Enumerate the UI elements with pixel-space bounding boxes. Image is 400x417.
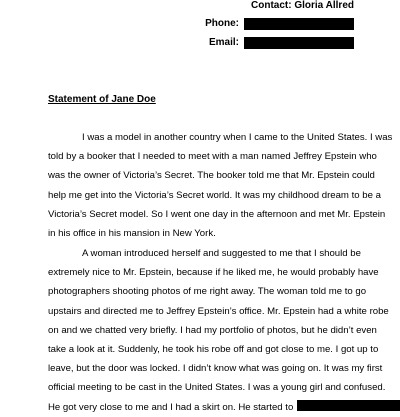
text-line: take a look at it. Suddenly, he took his robe off and got close to me. I got up to [48,343,379,355]
text-line: photographers shooting photos of me right away. The woman told me to go [48,286,367,298]
text-line: extremely nice to Mr. Epstein, because if he liked me, he would probably have [48,267,379,279]
text-redaction [297,400,400,411]
contact-row [94,0,354,14]
email-redaction [244,37,354,49]
text-line: A woman introduced herself and suggested to me that I should be [82,248,361,259]
text-line: was the owner of Victoria’s Secret. The booker told me that Mr. Epstein could [48,170,375,182]
text-line: I was a model in another country when I came to the United States. I was [82,132,393,143]
paragraph-1 [48,128,393,243]
text-line-last [48,398,354,417]
contact-block [94,0,354,52]
text-line: help me get into the Victoria’s Secret world. It was my childhood dream to be a [48,189,381,201]
text-line-content: He got very close to me and I had a skirt on. He started to [48,401,294,413]
document-title: Statement of Jane Doe [48,94,156,105]
text-line: Victoria’s Secret model. So I went one day in the afternoon and met Mr. Epstein [48,208,386,220]
contact-label: Contact: Gloria Allred [251,0,354,11]
phone-redaction [244,18,354,30]
text-line: told by a booker that I needed to meet with a man named Jeffrey Epstein who [48,151,377,163]
text-line: official meeting to be cast in the United States. I was a young girl and confused. [48,382,386,394]
text-line: leave, but the door was locked. I didn’t know what was going on. It was my first [48,363,383,375]
paragraph-2 [48,244,389,417]
text-line: upstairs and directed me to Jeffrey Epstein’s office. Mr. Epstein had a white robe [48,305,389,317]
email-row [94,33,354,52]
email-label: Email: [208,37,239,48]
text-line: on and we chatted very briefly. I had my portfolio of photos, but he didn’t even [48,324,377,336]
text-line: in his office in his mansion in New York. [48,227,216,239]
phone-label: Phone: [205,18,239,29]
phone-row [94,14,354,33]
